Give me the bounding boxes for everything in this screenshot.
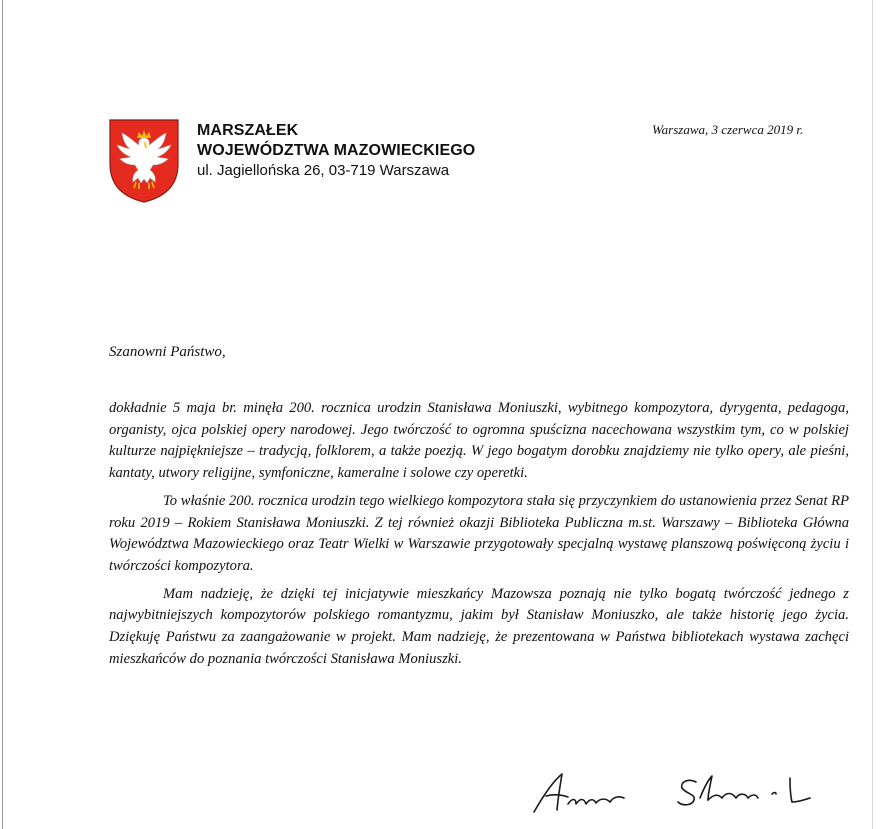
issuer-title-line1: MARSZAŁEK: [197, 122, 299, 139]
paragraph-1: dokładnie 5 maja br. minęła 200. rocznica urodzin Stanisława Moniuszki, wybitnego kompozytora, dyrygenta, pedagoga, organisty, ojca polskiej opery narodowej. Jego twórczość to ogromna spuścizna nacechowana wszystkim tym, co w polskiej kulturze najpiękniejsze – tradycją, folklorem, a także poezją. W jego bogatym dorobku znajdziemy nie tylko opery, ale pieśni, kantaty, utwory religijne, symfoniczne, kameralne i solowe czy operetki.: [109, 400, 849, 482]
issuer-block: [197, 121, 475, 181]
page-edge-right: [872, 0, 873, 829]
handwritten-signature-icon: [528, 768, 818, 818]
paragraph-3: Mam nadzieję, że dzięki tej inicjatywie mieszkańcy Mazowsza poznają nie tylko bogatą twórczość jednego z najwybitniejszych kompozytorów polskiego romantyzmu, jakim był Stanisław Moniuszko, ale także historię jego życia. Dziękuję Państwu za zaangażowanie w projekt. Mam nadzieję, że prezentowana w Państwa bibliotekach wystawa zachęci mieszkańców do poznania twórczości Stanisława Moniuszki.: [109, 585, 849, 667]
issuer-address: ul. Jagiellońska 26, 03-719 Warszawa: [197, 162, 450, 179]
paragraph-2: To właśnie 200. rocznica urodzin tego wielkiego kompozytora stała się przyczynkiem do ustanowienia przez Senat RP roku 2019 – Rokiem Stanisława Moniuszki. Z tej również okazji Biblioteka Publiczna m.st. Warszawy – Biblioteka Główna Województwa Mazowieckiego oraz Teatr Wielki w Warszawie przygotowały specjalną wystawę planszową poświęconą życiu i twórczości kompozytora.: [109, 492, 849, 574]
red-shield-white-eagle-icon: [108, 118, 180, 204]
letter-body: [109, 398, 849, 676]
letter-date: Warszawa, 3 czerwca 2019 r.: [652, 122, 804, 137]
salutation: Szanowni Państwo,: [109, 344, 226, 360]
issuer-title-line2: WOJEWÓDZTWA MAZOWIECKIEGO: [197, 142, 476, 159]
page-edge-left: [2, 0, 3, 829]
